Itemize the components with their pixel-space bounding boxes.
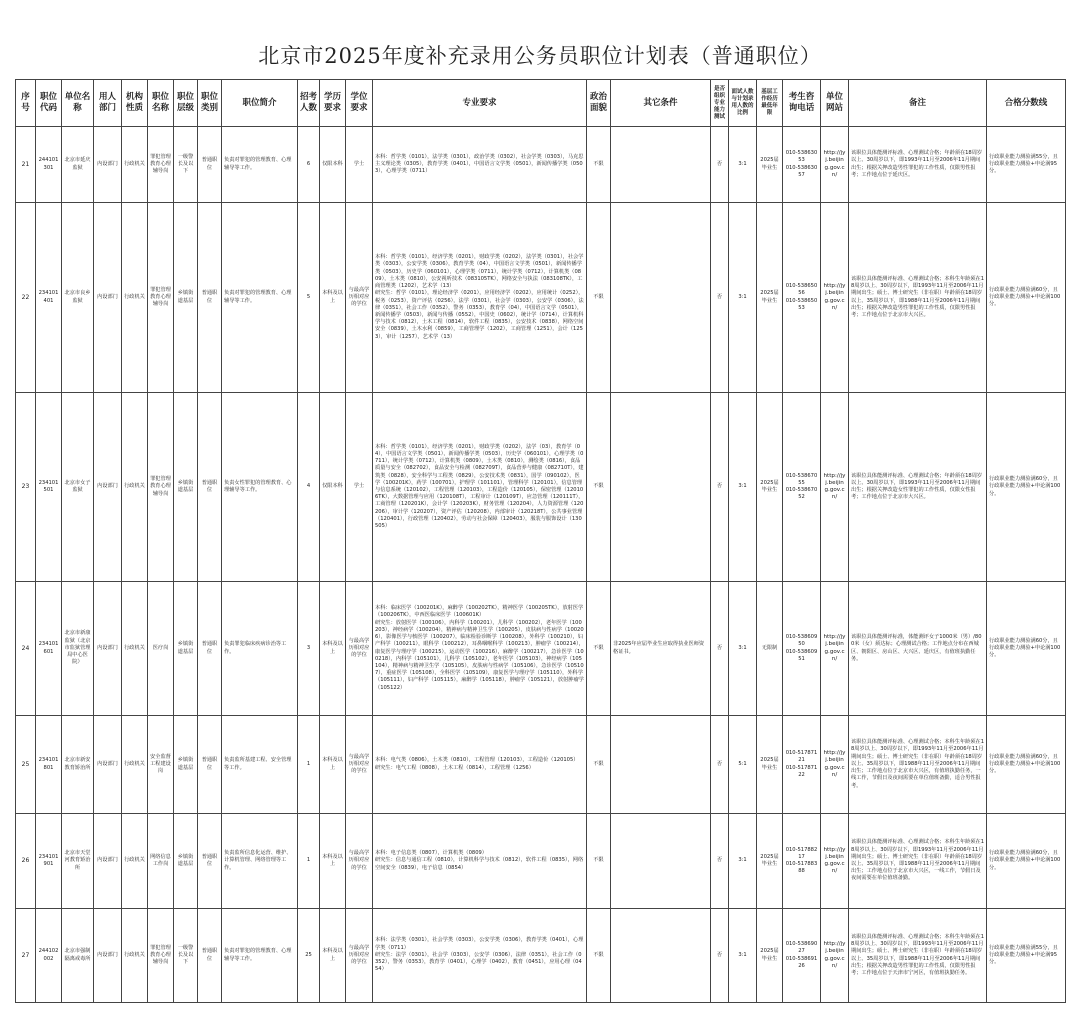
cell-note: 该职位具体能测评标准、心理测试合格；本科生年龄须在18周岁以上、30周岁以下，即1993年11月至2006年11月期间出生；硕士、博士研究生（非在职）年龄须在18周岁以上、35周岁以下，即1988年11月至2006年11月期间出生；根据关押改造男性罪犯的工作性质，仅限男性报考；工作地点位于天津市宁河区，有值班执勤任务。 (849, 909, 987, 1003)
cell-website[interactable]: http://jyj.beijing.gov.cn/ (821, 203, 849, 393)
cell-test: 否 (711, 203, 729, 393)
cell-dept: 内设部门 (94, 909, 122, 1003)
table-row (16, 909, 1066, 1003)
cell-position: 罪犯管理教育心理辅导岗 (148, 393, 174, 582)
cell-degree: 学士 (346, 127, 373, 203)
cell-degree: 与最高学历相对应的学位 (346, 814, 373, 909)
cell-note: 该职位具体能测评标准、心理测试合格；年龄须在18周岁以上、30周岁以下，即1993年11月至2006年11月期间出生；根据关押改造女性罪犯的工作性质，仅限女性报考；工作地点位于北京市大兴区。 (849, 393, 987, 582)
cell-code: 244101301 (36, 127, 62, 203)
cell-nature: 行政机关 (122, 393, 148, 582)
header-cell-education: 学历要求 (320, 80, 346, 127)
table-row (16, 393, 1066, 582)
header-cell-major: 专业要求 (373, 80, 587, 127)
cell-level: 乡镇街道基层 (174, 393, 198, 582)
header-cell-score: 合格分数线 (987, 80, 1066, 127)
header-cell-ratio: 面试人数与计划录用人数的比例 (729, 80, 757, 127)
header-cell-count: 招考人数 (298, 80, 320, 127)
header-cell-level: 职位层级 (174, 80, 198, 127)
cell-experience: 2025届毕业生 (757, 716, 783, 814)
cell-dept: 内设部门 (94, 127, 122, 203)
cell-score: 行政职业能力测验满55分，且行政职业能力测验+申论满95分。 (987, 127, 1066, 203)
cell-dept: 内设部门 (94, 582, 122, 716)
cell-ratio: 3:1 (729, 909, 757, 1003)
cell-position: 罪犯管理教育心理辅导岗 (148, 909, 174, 1003)
cell-education: 本科及以上 (320, 814, 346, 909)
cell-score: 行政职业能力测验满60分，且行政职业能力测验+申论满100分。 (987, 814, 1066, 909)
cell-intro: 负责监所基建工程、安全管理等工作。 (222, 716, 298, 814)
cell-code: 234101401 (36, 203, 62, 393)
cell-phone: 010-53860950 010-53860951 (783, 582, 821, 716)
cell-position: 罪犯管理教育心理辅导岗 (148, 203, 174, 393)
cell-other (611, 127, 711, 203)
cell-test: 否 (711, 814, 729, 909)
cell-experience: 2025届毕业生 (757, 127, 783, 203)
cell-level: 乡镇街道基层 (174, 203, 198, 393)
cell-intro: 负责监所信息化运营、维护、计算机管理、网络管理等工作。 (222, 814, 298, 909)
cell-note: 该职位具体能测评标准、心理测试合格；本科生年龄须在18周岁以上、30周岁以下，即1993年11月至2006年11月期间出生；硕士、博士研究生（非在职）年龄须在18周岁以上、35周岁以下，即1988年11月至2006年11月期间出生；工作地点位于北京市大兴区，有值班执勤任务，一线工作，节假日及夜间需要在单位值班备勤，适合男性报考。 (849, 716, 987, 814)
cell-experience: 2025届毕业生 (757, 393, 783, 582)
cell-score: 行政职业能力测验满55分，且行政职业能力测验+申论满95分。 (987, 909, 1066, 1003)
cell-score: 行政职业能力测验满60分，且行政职业能力测验+申论满100分。 (987, 582, 1066, 716)
cell-code: 244102002 (36, 909, 62, 1003)
cell-ratio: 3:1 (729, 582, 757, 716)
cell-phone: 010-51788217 010-51788388 (783, 814, 821, 909)
cell-phone: 010-53865056 010-53865053 (783, 203, 821, 393)
cell-nature: 行政机关 (122, 909, 148, 1003)
cell-category: 普通职位 (198, 203, 222, 393)
cell-test: 否 (711, 393, 729, 582)
cell-ratio: 5:1 (729, 716, 757, 814)
table-row (16, 582, 1066, 716)
cell-experience: 无限制 (757, 582, 783, 716)
cell-code: 234101801 (36, 716, 62, 814)
cell-nature: 行政机关 (122, 814, 148, 909)
cell-other: 非2025年应届毕业生应取得执业医师资格证书。 (611, 582, 711, 716)
cell-note: 该职位具体能测评标准，体能测评女子1000米（男）/800米（女）须达标；心理测试合格；工作地点分布在西城区、朝阳区、房山区、大兴区、延庆区，有值班执勤任务。 (849, 582, 987, 716)
cell-political: 不限 (587, 909, 611, 1003)
cell-category: 普通职位 (198, 582, 222, 716)
header-cell-other: 其它条件 (611, 80, 711, 127)
cell-category: 普通职位 (198, 909, 222, 1003)
cell-position: 罪犯管理教育心理辅导岗 (148, 127, 174, 203)
header-cell-experience: 基层工作经历最低年限 (757, 80, 783, 127)
cell-other (611, 203, 711, 393)
header-cell-phone: 考生咨询电话 (783, 80, 821, 127)
cell-ratio: 3:1 (729, 127, 757, 203)
job-plan-table (15, 79, 1066, 1003)
cell-ratio: 3:1 (729, 393, 757, 582)
cell-count: 1 (298, 716, 320, 814)
cell-nature: 行政机关 (122, 127, 148, 203)
cell-education: 本科及以上 (320, 909, 346, 1003)
table-row (16, 716, 1066, 814)
cell-major: 本科：电气类（0806），土木类（0810），工程管理（120103），工程造价（120105） 研究生：电气工程（0808），土木工程（0814），工程管理（1256） (373, 716, 587, 814)
header-cell-test: 是否组织专业能力测试 (711, 80, 729, 127)
cell-intro: 负责罪犯临床疾病诊治等工作。 (222, 582, 298, 716)
cell-degree: 与最高学历相对应的学位 (346, 582, 373, 716)
cell-nature: 行政机关 (122, 582, 148, 716)
cell-count: 1 (298, 814, 320, 909)
table-row (16, 203, 1066, 393)
header-row (16, 80, 1066, 127)
cell-dept: 内设部门 (94, 716, 122, 814)
cell-position: 网络信息工作岗 (148, 814, 174, 909)
header-cell-dept: 用人部门 (94, 80, 122, 127)
cell-score: 行政职业能力测验满60分，且行政职业能力测验+申论满100分。 (987, 203, 1066, 393)
cell-experience: 2025届毕业生 (757, 909, 783, 1003)
cell-code: 234101901 (36, 814, 62, 909)
cell-code: 234101601 (36, 582, 62, 716)
cell-level: 乡镇街道基层 (174, 814, 198, 909)
cell-unit: 北京市延庆监狱 (62, 127, 94, 203)
cell-phone: 010-53869027 010-53869126 (783, 909, 821, 1003)
cell-dept: 内设部门 (94, 203, 122, 393)
page-title: 北京市2025年度补充录用公务员职位计划表（普通职位） (258, 44, 822, 68)
cell-experience: 2025届毕业生 (757, 203, 783, 393)
cell-no: 27 (16, 909, 36, 1003)
cell-phone: 010-51787121 010-51787122 (783, 716, 821, 814)
cell-unit: 北京市新安教育矫治所 (62, 716, 94, 814)
cell-test: 否 (711, 582, 729, 716)
cell-category: 普通职位 (198, 127, 222, 203)
cell-political: 不限 (587, 716, 611, 814)
header-cell-category: 职位类别 (198, 80, 222, 127)
cell-score: 行政职业能力测验满60分，且行政职业能力测验+申论满100分。 (987, 393, 1066, 582)
cell-intro: 负责对罪犯的管理教育、心理辅导等工作。 (222, 203, 298, 393)
cell-count: 6 (298, 127, 320, 203)
cell-intro: 负责女性罪犯的管理教育、心理辅导等工作。 (222, 393, 298, 582)
cell-position: 安全监督工程建设岗 (148, 716, 174, 814)
cell-other (611, 909, 711, 1003)
cell-count: 3 (298, 582, 320, 716)
cell-website[interactable]: http://jyj.beijing.gov.cn/ (821, 582, 849, 716)
cell-note: 该职位具体能测评标准、心理测试合格；年龄须在18周岁以上、30周岁以下，即1993年11月至2006年11月期间出生；根据关押改造男性罪犯的工作性质，仅限男性报考；工作地点位于延庆区。 (849, 127, 987, 203)
header-cell-nature: 机构性质 (122, 80, 148, 127)
cell-education: 仅限本科 (320, 127, 346, 203)
cell-no: 26 (16, 814, 36, 909)
cell-unit: 北京市良乡监狱 (62, 203, 94, 393)
cell-political: 不限 (587, 127, 611, 203)
cell-level: 乡镇街道基层 (174, 716, 198, 814)
cell-category: 普通职位 (198, 393, 222, 582)
cell-no: 23 (16, 393, 36, 582)
cell-website[interactable]: http://jyj.beijing.gov.cn/ (821, 716, 849, 814)
cell-ratio: 3:1 (729, 814, 757, 909)
cell-political: 不限 (587, 393, 611, 582)
cell-test: 否 (711, 127, 729, 203)
cell-education: 本科及以上 (320, 716, 346, 814)
cell-level: 一级警长及以下 (174, 127, 198, 203)
header-cell-code: 职位代码 (36, 80, 62, 127)
cell-education: 本科及以上 (320, 582, 346, 716)
cell-nature: 行政机关 (122, 203, 148, 393)
cell-website[interactable]: http://jyj.beijing.gov.cn/ (821, 393, 849, 582)
cell-major: 本科：哲学类（0101），法学类（0301），政治学类（0302），社会学类（0303），马克思主义理论类（0305），教育学类（0401），中国语言文学类（0501），新闻传播学类（0503），心理学类（0711） (373, 127, 587, 203)
cell-ratio: 3:1 (729, 203, 757, 393)
cell-other (611, 716, 711, 814)
table-row (16, 814, 1066, 909)
header-cell-intro: 职位简介 (222, 80, 298, 127)
cell-category: 普通职位 (198, 814, 222, 909)
header-cell-no: 序号 (16, 80, 36, 127)
cell-education: 本科及以上 (320, 203, 346, 393)
cell-count: 4 (298, 393, 320, 582)
cell-no: 24 (16, 582, 36, 716)
header-cell-website: 单位网站 (821, 80, 849, 127)
header-cell-position: 职位名称 (148, 80, 174, 127)
header-cell-note: 备注 (849, 80, 987, 127)
cell-degree: 学士 (346, 393, 373, 582)
cell-phone: 010-53863053 010-53863057 (783, 127, 821, 203)
cell-major: 本科：法学类（0301），社会学类（0303），公安学类（0306），教育学类（0401），心理学类（0711） 研究生：法学（0301），社会学（0303），公安学（0306），法律（0351），社会工作（0352），警务（0353），教育学（0401），心理学（0402），教育（0451），应用心理（0454） (373, 909, 587, 1003)
cell-education: 仅限本科 (320, 393, 346, 582)
cell-score: 行政职业能力测验满60分，且行政职业能力测验+申论满100分。 (987, 716, 1066, 814)
header-cell-unit: 单位名称 (62, 80, 94, 127)
cell-no: 25 (16, 716, 36, 814)
cell-major: 本科：电子信息类（0807），计算机类（0809） 研究生：信息与通信工程（0810），计算机科学与技术（0812），软件工程（0835），网络空间安全（0839），电子信息（0854） (373, 814, 587, 909)
cell-degree: 与最高学历相对应的学位 (346, 203, 373, 393)
cell-level: 乡镇街道基层 (174, 582, 198, 716)
cell-intro: 负责对罪犯的管理教育、心理辅导等工作。 (222, 127, 298, 203)
cell-political: 不限 (587, 814, 611, 909)
cell-position: 医疗岗 (148, 582, 174, 716)
cell-major: 本科：临床医学（100201K），麻醉学（100202TK），精神医学（100205TK），放射医学（100206TK），中西医临床医学（100601K） 研究生：放射医学（100106），内科学（100201），儿科学（100202），老年医学（100203），神经病学（100204），精神病与精神卫生学（100205），皮肤病与性病学（100206），影像医学与核医学（100207），临床检验诊断学（100208），外科学（100210），妇产科学（100211），眼科学（100212），耳鼻咽喉科学（100213），肿瘤学（100214），康复医学与理疗学（100215），运动医学（100216），麻醉学（100217），急诊医学（100218），内科学（105101），儿科学（105102），老年医学（105103），神经病学（105104），精神病与精神卫生学（105105），皮肤病与性病学（105106），急诊医学（105107），重症医学（105108），全科医学（105109），康复医学与理疗学（105110），外科学（105111），妇产科学（105115），麻醉学（105118），肿瘤学（105121），放射肿瘤学（105122） (373, 582, 587, 716)
cell-degree: 与最高学历相对应的学位 (346, 909, 373, 1003)
cell-test: 否 (711, 716, 729, 814)
cell-unit: 北京市女子监狱 (62, 393, 94, 582)
header-cell-degree: 学位要求 (346, 80, 373, 127)
cell-count: 5 (298, 203, 320, 393)
cell-test: 否 (711, 909, 729, 1003)
cell-note: 该职位具体能测评标准、心理测试合格；本科生年龄须在18周岁以上、30周岁以下，即1993年11月至2006年11月期间出生；硕士、博士研究生（非在职）年龄须在18周岁以上、35周岁以下，即1988年11月至2006年11月期间出生；根据关押改造男性罪犯的工作性质，仅限男性报考；工作地点位于北京市大兴区。 (849, 203, 987, 393)
cell-degree: 与最高学历相对应的学位 (346, 716, 373, 814)
cell-major: 本科：哲学类（0101），经济学类（0201），财政学类（0202），法学类（0301），社会学类（0303），公安学类（0306），教育学类（04），中国语言文学类（0501），新闻传播学类（0503），历史学（060101），心理学类（0711），统计学类（0712），计算机类（0809），土木类（0810），公安视听技术（083105TK），网络安全与执法（083108TK），工商管理类（1202），艺术学（13） 研究生：哲学（0101），理论经济学（0201），应用经济学（0202），应用统计（0252），税务（0253），资产评估（0256），法学（0301），社会学（0303），公安学（0306），法律（0351），社会工作（0352），警务（0353），教育学（04），中国语言文学（0501），新闻传播学（0503），新闻与传播（0552），中国史（0602），统计学（0714），计算机科学与技术（0812），土木工程（0814），软件工程（0835），公安技术（0838），网络空间安全（0839），土木水利（0859），工商管理学（1202），工商管理（1251），会计（1253），审计（1257），艺术学（13） (373, 203, 587, 393)
header-cell-political: 政治面貌 (587, 80, 611, 127)
table-row (16, 127, 1066, 203)
cell-other (611, 393, 711, 582)
cell-website[interactable]: http://jyj.beijing.gov.cn/ (821, 814, 849, 909)
cell-code: 234101501 (36, 393, 62, 582)
cell-phone: 010-53867055 010-53867052 (783, 393, 821, 582)
cell-experience: 2025届毕业生 (757, 814, 783, 909)
cell-other (611, 814, 711, 909)
cell-website[interactable]: http://jyj.beijing.gov.cn/ (821, 909, 849, 1003)
cell-count: 25 (298, 909, 320, 1003)
cell-no: 21 (16, 127, 36, 203)
cell-level: 一级警长及以下 (174, 909, 198, 1003)
cell-dept: 内设部门 (94, 814, 122, 909)
cell-political: 不限 (587, 582, 611, 716)
cell-unit: 北京市新康监狱（北京市监狱管理局中心医院） (62, 582, 94, 716)
cell-intro: 负责对罪犯的管理教育、心理辅导等工作。 (222, 909, 298, 1003)
cell-major: 本科：哲学类（0101），经济学类（0201），财政学类（0202），法学（03），教育学（04），中国语言文学类（0501），新闻传播学类（0503），历史学（060101），心理学类（0711），统计学类（0712），计算机类（0809），土木类（0810），测绘类（0816），食品质量与安全（082702），食品安全与检测（082709T），食品营养与健康（082710T），建筑类（0828），安全科学与工程类（0829），公安技术类（0831），国学（090102），医学（100201K），药学（100701），护理学（101101），管理科学（120101），信息管理与信息系统（120102），工程管理（120103），工程造价（120105），保密管理（120106TK），大数据管理与应用（120108T），工程审计（120109T），应急管理（120111T），工商管理（120201K），会计学（120203K），财务管理（120204），人力资源管理（120206），审计学（120207），资产评估（120208），内部审计（120218T），公共事业管理（120401），行政管理（120402），劳动与社会保障（120403），服装与服饰设计（130505） (373, 393, 587, 582)
cell-dept: 内设部门 (94, 393, 122, 582)
cell-website[interactable]: http://jyj.beijing.gov.cn/ (821, 127, 849, 203)
cell-unit: 北京市强制隔离戒毒所 (62, 909, 94, 1003)
cell-nature: 行政机关 (122, 716, 148, 814)
cell-note: 该职位具体能测评标准、心理测试合格；本科生年龄须在18周岁以上、30周岁以下，即1993年11月至2006年11月期间出生；硕士、博士研究生（非在职）年龄须在18周岁以上、35周岁以下，即1988年11月至2006年11月期间出生；工作地点位于北京市大兴区，一线工作，节假日及夜间需要在单位值班备勤。 (849, 814, 987, 909)
cell-no: 22 (16, 203, 36, 393)
cell-unit: 北京市天堂河教育矫治所 (62, 814, 94, 909)
cell-category: 普通职位 (198, 716, 222, 814)
cell-political: 不限 (587, 203, 611, 393)
